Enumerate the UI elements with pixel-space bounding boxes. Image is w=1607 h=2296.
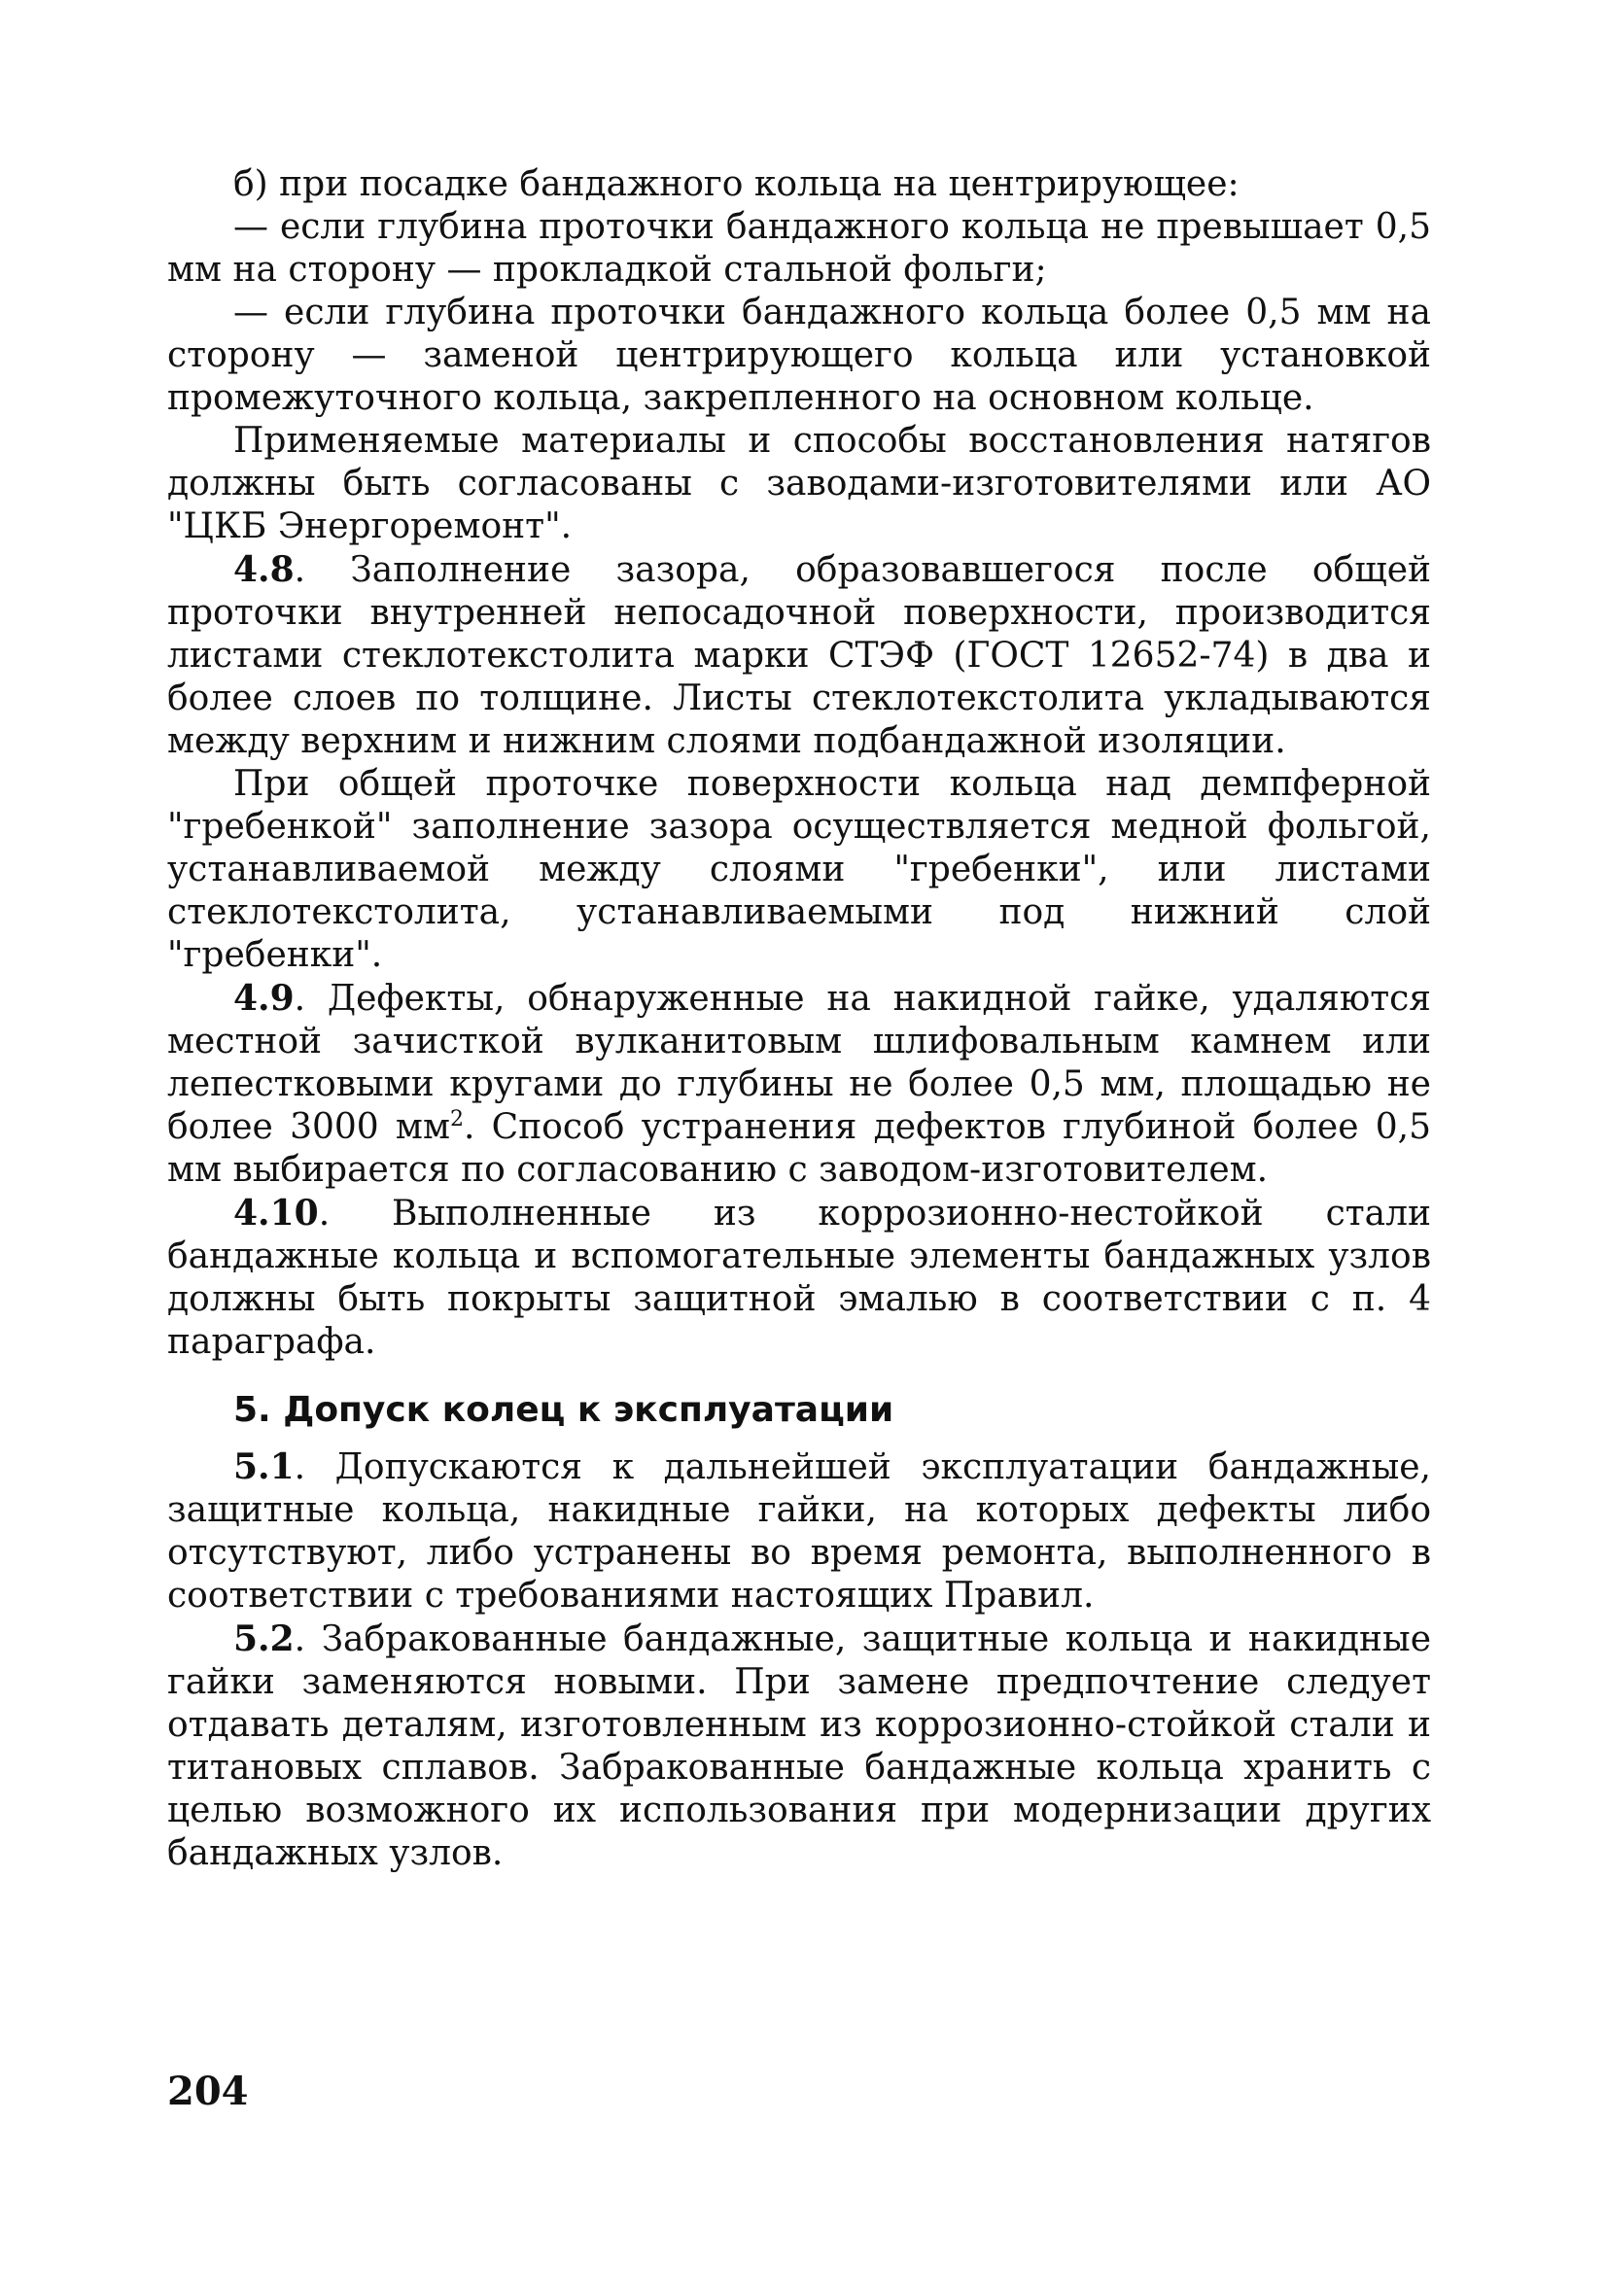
paragraph-5-1-text: . Допускаются к дальнейшей эксплуатации бандажные, защитные кольца, накидные гайки, на которых дефекты либо отсутствуют, либо устранены во время ремонта, выполненного в соответствии с требованиями настоящих Правил. <box>167 1447 1431 1616</box>
paragraph-4-8 <box>167 548 1431 763</box>
paragraph-5-2-text: . Забракованные бандажные, защитные кольца и накидные гайки заменяются новыми. При замене предпочтение следует отдавать деталям, изготовленным из коррозионно-стойкой стали и титановых сплавов. Забракованные бандажные кольца хранить с целью возможного их использования при модернизации других бандажных узлов. <box>167 1619 1431 1873</box>
paragraph-4-10-text: . Выполненные из коррозионно-нестойкой стали бандажные кольца и вспомогательные элементы бандажных узлов должны быть покрыты защитной эмалью в соответствии с п. 4 параграфа. <box>167 1194 1431 1362</box>
clause-number-4-9: 4.9 <box>233 978 295 1019</box>
clause-number-4-8: 4.8 <box>233 549 295 590</box>
paragraph-4-9-text-b: . Способ устранения дефектов глубиной более 0,5 мм выбирается по согласованию с заводом-изготовителем. <box>167 1107 1431 1190</box>
paragraph-4-9 <box>167 977 1431 1192</box>
clause-number-4-10: 4.10 <box>233 1193 319 1234</box>
paragraph-dash-2: — если глубина проточки бандажного кольца более 0,5 мм на сторону — заменой центрирующего кольца или установкой промежуточного кольца, закрепленного на основном кольце. <box>167 293 1431 418</box>
clause-number-5-1: 5.1 <box>233 1446 295 1487</box>
paragraph-4-8-continued: При общей проточке поверхности кольца над демпферной "гребенкой" заполнение зазора осуществляется медной фольгой, устанавливаемой между слоями "гребенки", или листами стеклотекстолита, устанавливаемыми под нижний слой "гребенки". <box>167 764 1431 975</box>
clause-number-5-2: 5.2 <box>233 1618 295 1659</box>
page-number: 204 <box>167 2069 249 2114</box>
paragraph-item-b: б) при посадке бандажного кольца на центрирующее: <box>233 164 1240 204</box>
paragraph-5-2 <box>167 1618 1431 1875</box>
paragraph-dash-1: — если глубина проточки бандажного кольца не превышает 0,5 мм на сторону — прокладкой стальной фольги; <box>167 207 1431 290</box>
section-5-heading: 5. Допуск колец к эксплуатации <box>233 1390 894 1430</box>
paragraph-4-8-text: . Заполнение зазора, образовавшегося после общей проточки внутренней непосадочной поверхности, производится листами стеклотекстолита марки СТЭФ (ГОСТ 12652-74) в два и более слоев по толщине. Листы стеклотекстолита укладываются между верхним и нижним слоями подбандажной изоляции. <box>167 550 1431 761</box>
superscript-2: 2 <box>449 1107 464 1131</box>
paragraph-5-1 <box>167 1445 1431 1618</box>
paragraph-4-9-text-a: . Дефекты, обнаруженные на накидной гайке, удаляются местной зачисткой вулканитовым шлифовальным камнем или лепестковыми кругами до глубины не более 0,5 мм, площадью не более 3000 мм <box>167 979 1431 1147</box>
text-column <box>167 163 1431 1875</box>
paragraph-materials: Применяемые материалы и способы восстановления натягов должны быть согласованы с заводами-изготовителями или АО "ЦКБ Энергоремонт". <box>167 421 1431 546</box>
paragraph-4-10 <box>167 1192 1431 1364</box>
